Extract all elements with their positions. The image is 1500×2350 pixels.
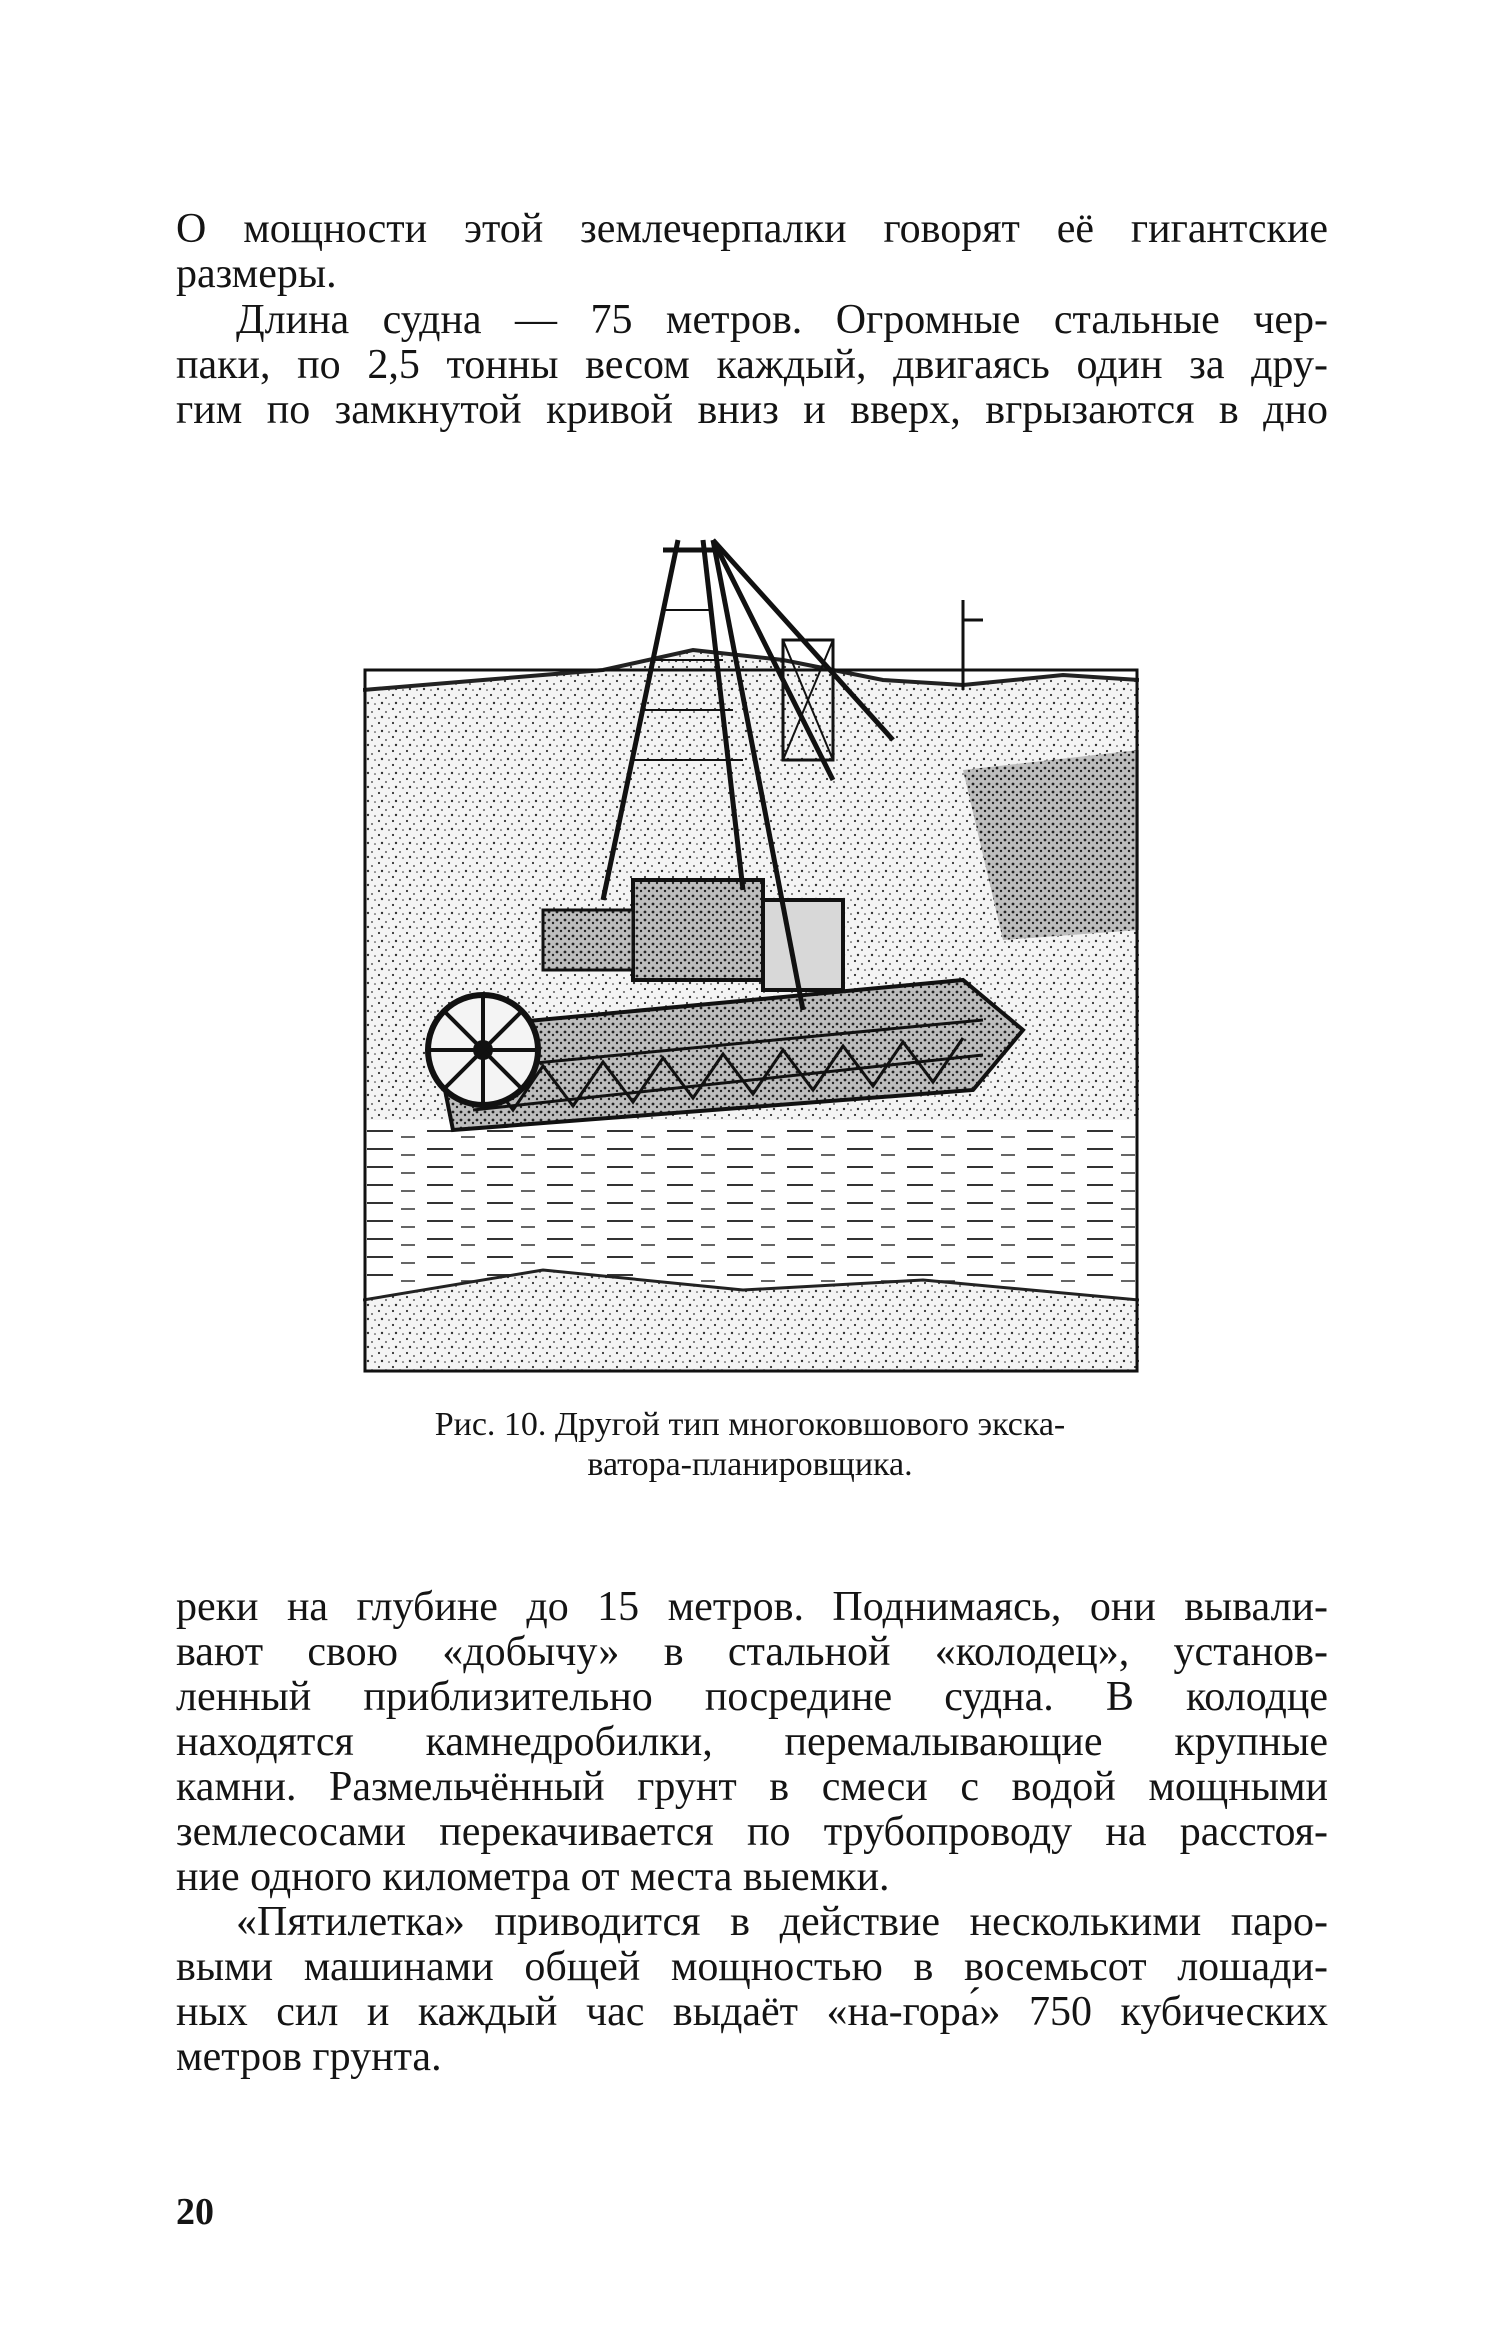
text-line: ние одного километра от места выемки. — [176, 1854, 890, 1900]
page-number: 20 — [176, 2191, 214, 2233]
text-line: землесосами перекачивается по трубопроводу на расстоя- — [176, 1809, 1328, 1855]
paragraph-3 — [176, 1585, 1328, 1900]
text-line: метров грунта. — [176, 2034, 442, 2080]
text-line: выми машинами общей мощностью в восемьсот лошади- — [176, 1944, 1328, 1990]
text-line: Длина судна — 75 метров. Огромные стальные чер- — [236, 297, 1328, 343]
paragraph-2 — [176, 298, 1328, 433]
caption-line: Рис. 10. Другой тип многоковшового экска- — [434, 1406, 1066, 1443]
text-line: «Пятилетка» приводится в действие несколькими паро- — [236, 1899, 1328, 1945]
text-line: гим по замкнутой кривой вниз и вверх, вгрызаются в дно — [176, 387, 1328, 433]
paragraph-4 — [176, 1900, 1328, 2080]
text-line: вают свою «добычу» в стальной «колодец», установ- — [176, 1629, 1328, 1675]
excavator-engraving — [363, 510, 1139, 1373]
dredger-illustration — [363, 510, 1139, 1373]
text-line: ленный приблизительно посредине судна. В колодце — [176, 1674, 1328, 1720]
caption-line: ватора-планировщика. — [587, 1446, 913, 1483]
paragraph-1 — [176, 207, 1328, 297]
text-line: реки на глубине до 15 метров. Поднимаясь, они вывали- — [176, 1584, 1328, 1630]
text-line: находятся камнедробилки, перемалывающие крупные — [176, 1719, 1328, 1765]
text-line: камни. Размельчённый грунт в смеси с водой мощными — [176, 1764, 1328, 1810]
text-line: размеры. — [176, 251, 337, 297]
figure-caption — [300, 1405, 1200, 1485]
text-line: ных сил и каждый час выдаёт «на-гора́» 750 кубических — [176, 1989, 1328, 2035]
text-line: паки, по 2,5 тонны весом каждый, двигаясь один за дру- — [176, 342, 1328, 388]
text-line: О мощности этой землечерпалки говорят её гигантские — [176, 206, 1328, 252]
